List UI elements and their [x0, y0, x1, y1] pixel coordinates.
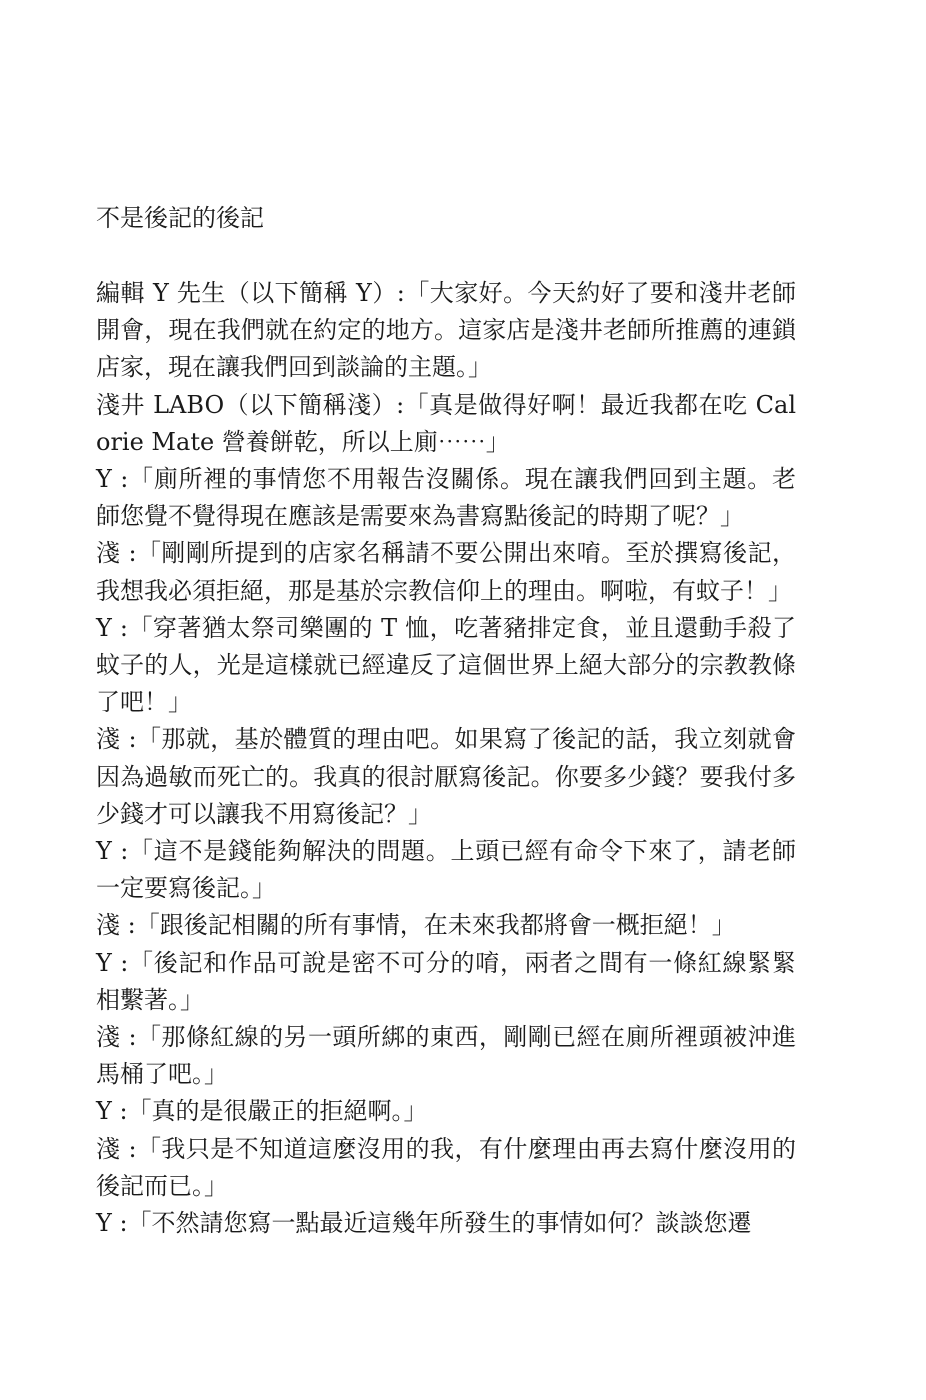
dialogue-line: 淺 :「剛剛所提到的店家名稱請不要公開出來唷。至於撰寫後記，我想我必須拒絕，那是基於宗教信仰上的理由。啊啦，有蚊子！」: [96, 539, 796, 605]
dialogue-line: Y :「不然請您寫一點最近這幾年所發生的事情如何？談談您遷: [96, 1209, 752, 1238]
dialogue-line: Y :「真的是很嚴正的拒絕啊。」: [96, 1097, 428, 1126]
dialogue-line: Y :「後記和作品可說是密不可分的唷，兩者之間有一條紅線緊緊相繫著。」: [96, 948, 796, 1014]
dialogue-line: 淺 :「那就，基於體質的理由吧。如果寫了後記的話，我立刻就會因為過敏而死亡的。我真的很討厭寫後記。你要多少錢？要我付多少錢才可以讓我不用寫後記？」: [96, 725, 796, 828]
dialogue-line: 淺 :「跟後記相關的所有事情，在未來我都將會一概拒絕！」: [96, 911, 736, 940]
dialogue-line: 淺 :「那條紅線的另一頭所綁的東西，剛剛已經在廁所裡頭被沖進馬桶了吧。」: [96, 1023, 796, 1089]
dialogue-section: [96, 275, 796, 1242]
dialogue-line: Y :「穿著猶太祭司樂團的 T 恤，吃著豬排定食，並且還動手殺了蚊子的人，光是這樣就已經違反了這個世界上絕大部分的宗教教條了吧！」: [96, 613, 796, 717]
dialogue-line: 淺井 LABO（以下簡稱淺）:「真是做得好啊！最近我都在吃 Calorie Mate 營養餅乾，所以上廁⋯⋯」: [96, 390, 796, 456]
dialogue-line: Y :「廁所裡的事情您不用報告沒關係。現在讓我們回到主題。老師您覺不覺得現在應該是需要來為書寫點後記的時期了呢？」: [96, 465, 796, 531]
dialogue-line: 淺 :「我只是不知道這麼沒用的我，有什麼理由再去寫什麼沒用的後記而已。」: [96, 1134, 796, 1200]
dialogue-line: Y :「這不是錢能夠解決的問題。上頭已經有命令下來了，請老師一定要寫後記。」: [96, 837, 796, 903]
dialogue-line: 編輯 Y 先生（以下簡稱 Y）:「大家好。今天約好了要和淺井老師開會，現在我們就在約定的地方。這家店是淺井老師所推薦的連鎖店家，現在讓我們回到談論的主題。」: [96, 279, 796, 382]
chapter-title: 不是後記的後記: [96, 204, 264, 232]
